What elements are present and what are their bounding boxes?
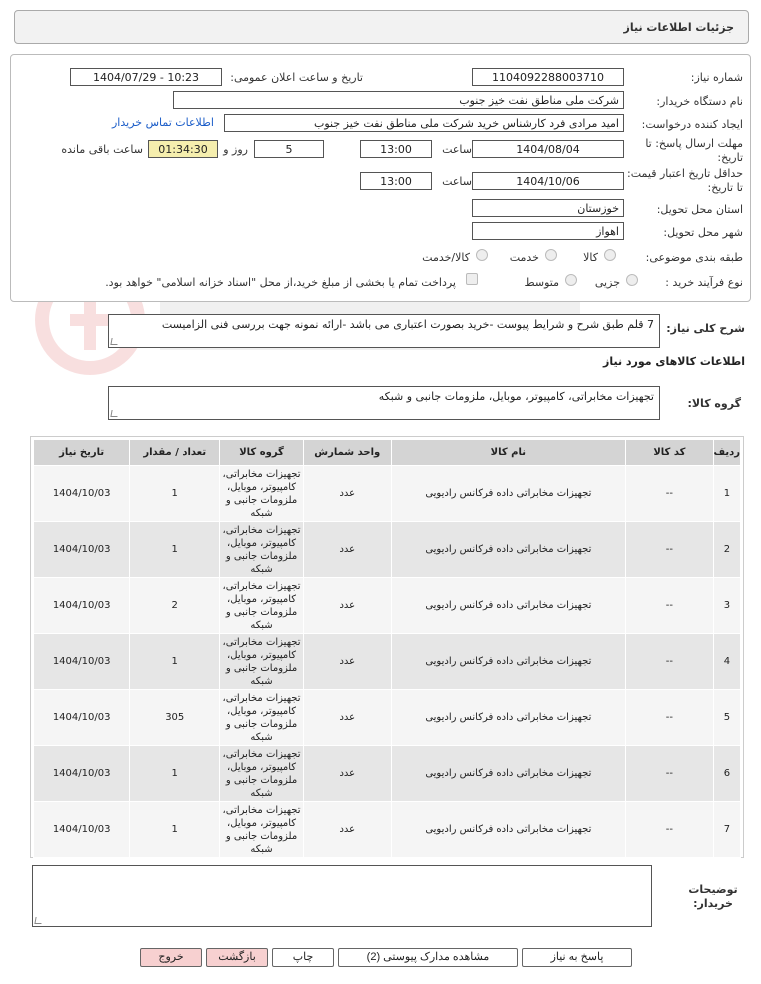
table-row [34,690,741,746]
buyer-contact-link[interactable]: اطلاعات تماس خریدار [112,116,214,129]
creator-field: امید مرادی فرد کارشناس خرید شرکت ملی مناطق نفت خیز جنوب [224,114,624,132]
cell-code: -- [625,522,713,578]
cell-group: تجهیزات مخابراتی، کامپیوتر، موبایل، ملزومات جانبی و شبکه [220,746,304,802]
cell-name: تجهیزات مخابراتی داده فرکانس رادیویی [391,690,625,746]
cell-qty: 305 [130,690,220,746]
col-header-row-number: ردیف [713,440,740,466]
buyer-notes-label: توضیحات خریدار: [688,883,738,910]
reply-time-field: 13:00 [360,140,432,158]
cell-date: 1404/10/03 [34,466,130,522]
table-row [34,522,741,578]
cell-row-number: 1 [713,466,740,522]
need-number-field: 1104092288003710 [472,68,624,86]
category-option-goods: کالا [583,251,598,264]
goods-section-title: اطلاعات کالاهای مورد نیاز [603,355,745,368]
col-header-qty: تعداد / مقدار [130,440,220,466]
cell-group: تجهیزات مخابراتی، کامپیوتر، موبایل، ملزومات جانبی و شبکه [220,522,304,578]
category-option-goods-service: کالا/خدمت [422,251,470,264]
cell-name: تجهیزات مخابراتی داده فرکانس رادیویی [391,578,625,634]
col-header-code: کد کالا [625,440,713,466]
cell-group: تجهیزات مخابراتی، کامپیوتر، موبایل، ملزومات جانبی و شبکه [220,578,304,634]
col-header-unit: واحد شمارش [303,440,391,466]
process-radio-medium[interactable] [565,274,577,286]
validity-time-label: ساعت [442,175,472,188]
validity-date-field: 1404/10/06 [472,172,624,190]
city-field: اهواز [472,222,624,240]
cell-qty: 2 [130,578,220,634]
cell-code: -- [625,634,713,690]
cell-unit: عدد [303,690,391,746]
cell-date: 1404/10/03 [34,746,130,802]
cell-code: -- [625,578,713,634]
cell-code: -- [625,690,713,746]
cell-date: 1404/10/03 [34,802,130,858]
cell-row-number: 7 [713,802,740,858]
reply-deadline-label: مهلت ارسال پاسخ: تا تاریخ: [645,137,743,164]
cell-qty: 1 [130,746,220,802]
description-label: شرح کلی نیاز: [666,322,745,335]
cell-qty: 1 [130,634,220,690]
goods-group-textarea[interactable] [108,386,660,420]
cell-code: -- [625,466,713,522]
buyer-notes-textarea[interactable] [32,865,652,927]
cell-group: تجهیزات مخابراتی، کامپیوتر، موبایل، ملزومات جانبی و شبکه [220,634,304,690]
cell-row-number: 4 [713,634,740,690]
back-button[interactable]: بازگشت [206,948,268,967]
category-radio-goods-service[interactable] [476,249,488,261]
cell-unit: عدد [303,746,391,802]
table-row [34,802,741,858]
cell-date: 1404/10/03 [34,522,130,578]
cell-date: 1404/10/03 [34,634,130,690]
announce-label: تاریخ و ساعت اعلان عمومی: [230,71,363,84]
cell-row-number: 6 [713,746,740,802]
reply-date-field: 1404/08/04 [472,140,624,158]
table-header-row [34,440,741,466]
buyer-org-label: نام دستگاه خریدار: [656,95,743,108]
treasury-checkbox[interactable] [466,273,478,285]
cell-code: -- [625,802,713,858]
description-text: 7 قلم طبق شرح و شرایط پیوست -خرید بصورت اعتباری می باشد -ارائه نمونه جهت بررسی فنی الزامیست [161,318,654,331]
page-header [14,10,749,44]
need-number-label: شماره نیاز: [690,71,743,84]
province-field: خوزستان [472,199,624,217]
category-label: طبقه بندی موضوعی: [645,251,743,264]
col-header-name: نام کالا [391,440,625,466]
process-label: نوع فرآیند خرید : [665,276,743,289]
cell-qty: 1 [130,802,220,858]
cell-qty: 1 [130,522,220,578]
cell-group: تجهیزات مخابراتی، کامپیوتر، موبایل، ملزومات جانبی و شبکه [220,466,304,522]
category-option-service: خدمت [509,251,539,264]
cell-name: تجهیزات مخابراتی داده فرکانس رادیویی [391,746,625,802]
cell-qty: 1 [130,466,220,522]
days-field: 5 [254,140,324,158]
cell-unit: عدد [303,578,391,634]
category-radio-service[interactable] [545,249,557,261]
cell-name: تجهیزات مخابراتی داده فرکانس رادیویی [391,522,625,578]
cell-row-number: 2 [713,522,740,578]
reply-time-label: ساعت [442,143,472,156]
table-row [34,746,741,802]
cell-name: تجهیزات مخابراتی داده فرکانس رادیویی [391,634,625,690]
process-option-medium: متوسط [524,276,559,289]
province-label: استان محل تحویل: [656,203,743,216]
reply-button[interactable]: پاسخ به نیاز [522,948,632,967]
description-textarea[interactable] [108,314,660,348]
table-row [34,466,741,522]
cell-group: تجهیزات مخابراتی، کامپیوتر، موبایل، ملزومات جانبی و شبکه [220,802,304,858]
table-row [34,578,741,634]
cell-unit: عدد [303,522,391,578]
cell-row-number: 5 [713,690,740,746]
validity-time-field: 13:00 [360,172,432,190]
cell-date: 1404/10/03 [34,578,130,634]
exit-button[interactable]: خروج [140,948,202,967]
cell-unit: عدد [303,466,391,522]
resize-grip-icon[interactable] [110,410,118,417]
resize-grip-icon[interactable] [34,917,42,924]
view-attachments-button[interactable]: مشاهده مدارک پیوستی (2) [338,948,518,967]
table-row [34,634,741,690]
print-button[interactable]: چاپ [272,948,334,967]
resize-grip-icon[interactable] [110,338,118,345]
process-option-minor: جزیی [594,276,620,289]
cell-unit: عدد [303,634,391,690]
page-title: جزئیات اطلاعات نیاز [623,21,734,34]
col-header-group: گروه کالا [220,440,304,466]
treasury-payment-note: پرداخت تمام یا بخشی از مبلغ خرید،از محل "اسناد خزانه اسلامی" خواهد بود. [105,276,456,289]
remaining-time-field: 01:34:30 [148,140,218,158]
cell-unit: عدد [303,802,391,858]
cell-name: تجهیزات مخابراتی داده فرکانس رادیویی [391,466,625,522]
items-table [33,439,741,858]
goods-group-text: تجهیزات مخابراتی، کامپیوتر، موبایل، ملزومات جانبی و شبکه [378,390,654,403]
goods-group-label: گروه کالا: [687,397,741,410]
cell-date: 1404/10/03 [34,690,130,746]
validity-label: حداقل تاریخ اعتبار قیمت: تا تاریخ: [627,167,743,194]
col-header-date: تاریخ نیاز [34,440,130,466]
city-label: شهر محل تحویل: [663,226,743,239]
cell-code: -- [625,746,713,802]
remaining-label: ساعت باقی مانده [61,143,143,156]
cell-name: تجهیزات مخابراتی داده فرکانس رادیویی [391,802,625,858]
announce-field: 1404/07/29 - 10:23 [70,68,222,86]
buyer-org-field: شرکت ملی مناطق نفت خیز جنوب [173,91,624,109]
days-label: روز و [223,143,248,156]
category-radio-goods[interactable] [604,249,616,261]
creator-label: ایجاد کننده درخواست: [641,118,743,131]
process-radio-minor[interactable] [626,274,638,286]
cell-row-number: 3 [713,578,740,634]
cell-group: تجهیزات مخابراتی، کامپیوتر، موبایل، ملزومات جانبی و شبکه [220,690,304,746]
